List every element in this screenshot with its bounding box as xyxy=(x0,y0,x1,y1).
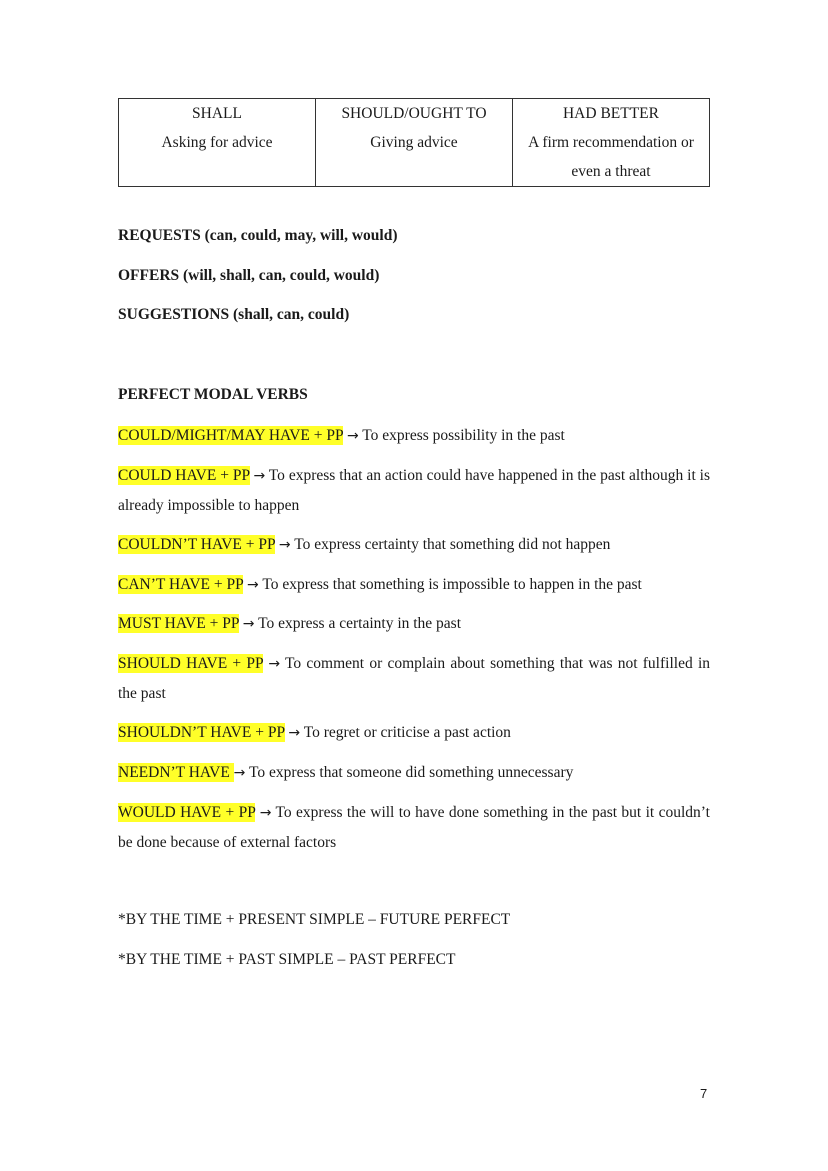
offers-line: OFFERS (will, shall, can, could, would) xyxy=(118,267,380,284)
cell-heading: HAD BETTER xyxy=(562,105,659,122)
table-cell-should-ought-to xyxy=(316,99,513,187)
by-the-time-future-note: *BY THE TIME + PRESENT SIMPLE – FUTURE PERFECT xyxy=(118,911,511,928)
modal-form-highlight: MUST HAVE + PP xyxy=(118,615,239,632)
arrow-icon: → xyxy=(288,725,301,741)
suggestions-line: SUGGESTIONS (shall, can, could) xyxy=(118,306,350,323)
arrow-icon: → xyxy=(253,468,266,484)
arrow-icon: → xyxy=(242,616,255,632)
modal-meaning: To express certainty that something did not happen xyxy=(294,536,611,553)
cell-description-continued: even a threat xyxy=(571,163,651,180)
cell-description: A firm recommendation or xyxy=(528,134,694,151)
modal-form-highlight: CAN’T HAVE + PP xyxy=(118,576,244,593)
table-cell-had-better xyxy=(513,99,710,187)
by-the-time-past-note: *BY THE TIME + PAST SIMPLE – PAST PERFECT xyxy=(118,951,456,968)
table-row xyxy=(119,99,710,187)
modal-rule xyxy=(118,570,710,600)
modal-meaning: To express that an action could have happened in the past although it is already impossible to happen xyxy=(118,467,711,514)
arrow-icon: → xyxy=(268,656,281,672)
cell-heading: SHALL xyxy=(192,105,242,122)
modal-form-highlight: NEEDN’T HAVE xyxy=(118,764,234,781)
modal-meaning: To express that something is impossible to happen in the past xyxy=(262,576,642,593)
arrow-icon: → xyxy=(278,537,291,553)
modal-rule xyxy=(118,649,710,708)
requests-line: REQUESTS (can, could, may, will, would) xyxy=(118,227,398,244)
advice-modals-table xyxy=(118,98,710,187)
modal-rule xyxy=(118,461,710,520)
table-cell-shall xyxy=(119,99,316,187)
modal-rule xyxy=(118,530,710,560)
arrow-icon: → xyxy=(346,428,359,444)
modal-form-highlight: WOULD HAVE + PP xyxy=(118,804,256,821)
arrow-icon: → xyxy=(259,805,272,821)
modal-rule xyxy=(118,798,710,857)
modal-form-highlight: SHOULDN’T HAVE + PP xyxy=(118,724,285,741)
modal-meaning: To regret or criticise a past action xyxy=(303,724,511,741)
modal-form-highlight: COULD HAVE + PP xyxy=(118,467,250,484)
cell-description: Asking for advice xyxy=(161,134,273,151)
arrow-icon: → xyxy=(233,765,246,781)
cell-description: Giving advice xyxy=(370,134,458,151)
page-number: 7 xyxy=(700,1086,708,1101)
modal-rule xyxy=(118,421,710,451)
modal-meaning: To express that someone did something unnecessary xyxy=(249,764,574,781)
modal-form-highlight: COULD/MIGHT/MAY HAVE + PP xyxy=(118,427,344,444)
modal-rule xyxy=(118,718,710,748)
modal-form-highlight: SHOULD HAVE + PP xyxy=(118,655,264,672)
arrow-icon: → xyxy=(247,577,259,593)
modal-meaning: To express possibility in the past xyxy=(362,427,565,444)
modal-meaning: To express a certainty in the past xyxy=(258,615,462,632)
cell-heading: SHOULD/OUGHT TO xyxy=(341,105,487,122)
modal-meaning: To comment or complain about something that was not fulfilled in the past xyxy=(118,655,711,702)
modal-rule xyxy=(118,758,710,788)
section-heading: PERFECT MODAL VERBS xyxy=(118,386,308,403)
modal-form-highlight: COULDN’T HAVE + PP xyxy=(118,536,276,553)
modal-meaning: To express the will to have done something in the past but it couldn’t be done because of external factors xyxy=(118,804,710,851)
modal-rule xyxy=(118,609,710,639)
